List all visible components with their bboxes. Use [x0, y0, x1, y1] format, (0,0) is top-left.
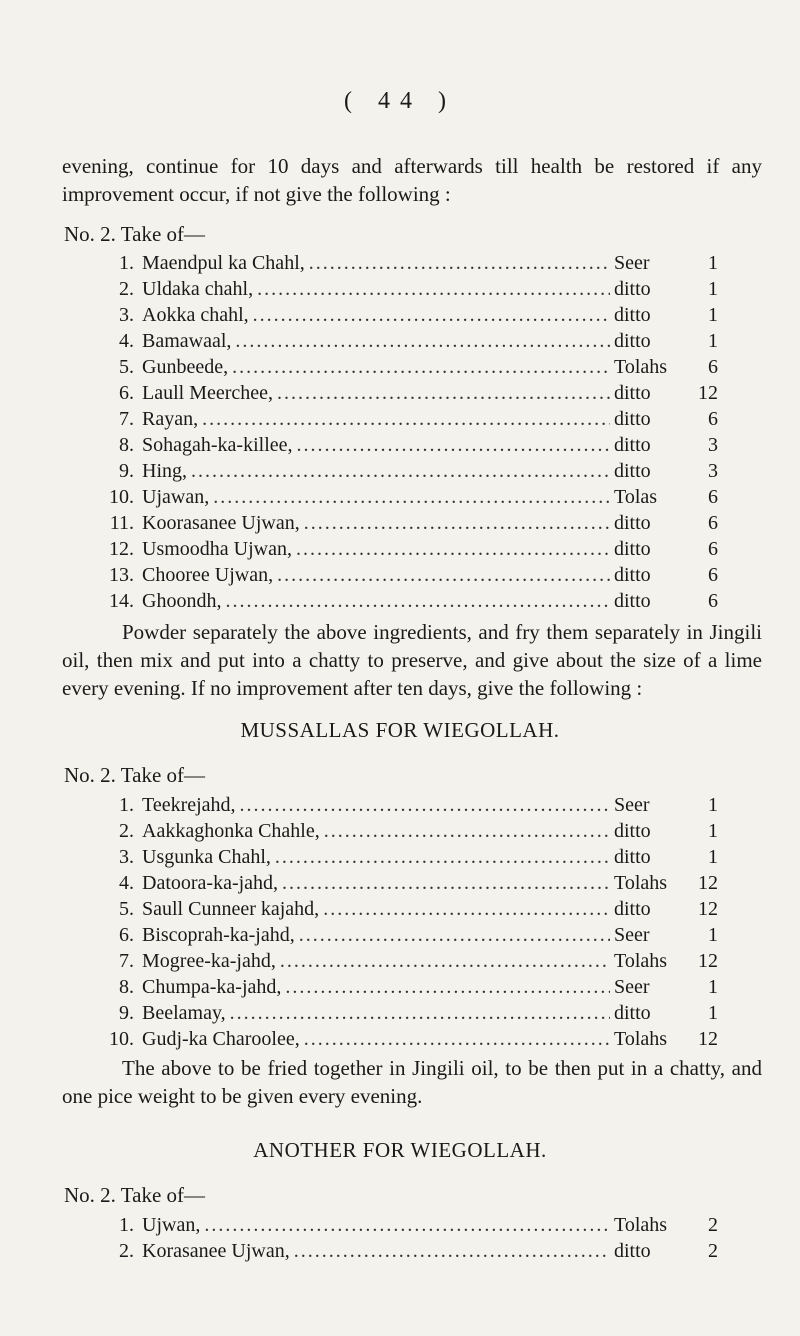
ingredient-name: Bamawaal, — [142, 330, 232, 352]
ingredient-row — [100, 1214, 718, 1240]
ingredient-number: 8. — [119, 434, 134, 456]
leader-dots — [309, 252, 610, 275]
leader-dots — [296, 538, 610, 561]
ingredient-name: Maendpul ka Chahl, — [142, 252, 305, 274]
ingredient-number: 12. — [109, 538, 134, 560]
ingredient-row — [100, 950, 718, 976]
ingredient-name: Gunbeede, — [142, 356, 229, 378]
leader-dots — [240, 794, 610, 817]
ingredient-quantity: 3 — [708, 460, 718, 482]
leader-dots — [257, 278, 610, 301]
leader-dots — [280, 950, 610, 973]
ingredient-quantity: 6 — [708, 356, 718, 378]
ingredient-quantity: 6 — [708, 486, 718, 508]
leader-dots — [204, 1214, 610, 1237]
section1-take-label: No. 2. Take of— — [64, 222, 206, 246]
ingredient-name: Ghoondh, — [142, 590, 222, 612]
leader-dots — [294, 1240, 610, 1263]
section1-ingredient-list — [100, 252, 718, 616]
leader-dots — [277, 564, 610, 587]
ingredient-number: 9. — [119, 1002, 134, 1024]
ingredient-row — [100, 278, 718, 304]
ingredient-row — [100, 794, 718, 820]
powder-paragraph: Powder separately the above ingredients, and fry them separately in Jingili oil, then mix and put into a chatty to preserve, and give about the size of a lime every evening. If no improvement after ten days, give the following : — [62, 620, 762, 700]
ingredient-row — [100, 898, 718, 924]
section2-take-label: No. 2. Take of— — [64, 763, 206, 787]
ingredient-unit: ditto — [614, 846, 651, 868]
ingredient-unit: ditto — [614, 278, 651, 300]
ingredient-row — [100, 512, 718, 538]
ingredient-row — [100, 330, 718, 356]
leader-dots — [324, 820, 610, 843]
ingredient-number: 6. — [119, 382, 134, 404]
ingredient-quantity: 12 — [698, 1028, 718, 1050]
ingredient-number: 3. — [119, 846, 134, 868]
ingredient-quantity: 1 — [708, 846, 718, 868]
ingredient-quantity: 6 — [708, 538, 718, 560]
section2-ingredient-list — [100, 794, 718, 1054]
ingredient-row — [100, 820, 718, 846]
intro-paragraph: evening, continue for 10 days and afterwards till health be restored if any improvement occur, if not give the following : — [62, 154, 762, 206]
ingredient-name: Chooree Ujwan, — [142, 564, 274, 586]
ingredient-quantity: 12 — [698, 898, 718, 920]
ingredient-name: Usmoodha Ujwan, — [142, 538, 292, 560]
section3-ingredient-list — [100, 1214, 718, 1266]
ingredient-name: Beelamay, — [142, 1002, 226, 1024]
leader-dots — [323, 898, 610, 921]
ingredient-name: Aakkaghonka Chahle, — [142, 820, 320, 842]
ingredient-row — [100, 356, 718, 382]
ingredient-name: Ujwan, — [142, 1214, 201, 1236]
ingredient-quantity: 12 — [698, 950, 718, 972]
leader-dots — [230, 1002, 610, 1025]
leader-dots — [304, 512, 610, 535]
ingredient-unit: Tolahs — [614, 356, 668, 378]
leader-dots — [282, 872, 610, 895]
ingredient-name: Saull Cunneer kajahd, — [142, 898, 320, 920]
ingredient-number: 1. — [119, 794, 134, 816]
ingredient-unit: Tolahs — [614, 872, 668, 894]
ingredient-row — [100, 590, 718, 616]
ingredient-quantity: 6 — [708, 590, 718, 612]
ingredient-number: 2. — [119, 278, 134, 300]
ingredient-number: 13. — [109, 564, 134, 586]
ingredient-quantity: 6 — [708, 512, 718, 534]
ingredient-unit: ditto — [614, 512, 651, 534]
leader-dots — [225, 590, 610, 613]
ingredient-quantity: 1 — [708, 820, 718, 842]
ingredient-quantity: 3 — [708, 434, 718, 456]
ingredient-number: 4. — [119, 872, 134, 894]
ingredient-unit: ditto — [614, 1240, 651, 1262]
ingredient-unit: ditto — [614, 820, 651, 842]
ingredient-unit: Seer — [614, 252, 650, 274]
ingredient-unit: Seer — [614, 794, 650, 816]
ingredient-quantity: 6 — [708, 408, 718, 430]
ingredient-quantity: 1 — [708, 1002, 718, 1024]
ingredient-unit: ditto — [614, 408, 651, 430]
ingredient-quantity: 1 — [708, 252, 718, 274]
leader-dots — [202, 408, 610, 431]
ingredient-unit: Tolahs — [614, 1214, 668, 1236]
ingredient-number: 10. — [109, 1028, 134, 1050]
ingredient-number: 10. — [109, 486, 134, 508]
ingredient-name: Aokka chahl, — [142, 304, 249, 326]
ingredient-row — [100, 408, 718, 434]
ingredient-number: 5. — [119, 898, 134, 920]
ingredient-quantity: 1 — [708, 278, 718, 300]
ingredient-name: Koorasanee Ujwan, — [142, 512, 300, 534]
ingredient-quantity: 1 — [708, 976, 718, 998]
leader-dots — [191, 460, 610, 483]
ingredient-row — [100, 976, 718, 1002]
ingredient-row — [100, 252, 718, 278]
heading-another: ANOTHER FOR WIEGOLLAH. — [253, 1138, 547, 1162]
ingredient-number: 1. — [119, 252, 134, 274]
ingredient-number: 2. — [119, 1240, 134, 1262]
ingredient-unit: ditto — [614, 1002, 651, 1024]
leader-dots — [297, 434, 611, 457]
ingredient-row — [100, 538, 718, 564]
ingredient-unit: ditto — [614, 590, 651, 612]
section3-take-label: No. 2. Take of— — [64, 1183, 206, 1207]
ingredient-quantity: 1 — [708, 330, 718, 352]
ingredient-name: Gudj-ka Charoolee, — [142, 1028, 300, 1050]
ingredient-row — [100, 1240, 718, 1266]
leader-dots — [213, 486, 610, 509]
fry-paragraph: The above to be fried together in Jingili oil, to be then put in a chatty, and one pice weight to be given every evening. — [62, 1056, 762, 1108]
ingredient-name: Teekrejahd, — [142, 794, 236, 816]
ingredient-name: Rayan, — [142, 408, 199, 430]
ingredient-number: 9. — [119, 460, 134, 482]
ingredient-name: Usgunka Chahl, — [142, 846, 271, 868]
leader-dots — [253, 304, 610, 327]
ingredient-unit: ditto — [614, 898, 651, 920]
ingredient-unit: ditto — [614, 538, 651, 560]
page-number: ( 44 ) — [344, 88, 456, 114]
ingredient-number: 5. — [119, 356, 134, 378]
ingredient-quantity: 12 — [698, 382, 718, 404]
ingredient-name: Hing, — [142, 460, 187, 482]
ingredient-name: Chumpa-ka-jahd, — [142, 976, 282, 998]
ingredient-unit: ditto — [614, 564, 651, 586]
ingredient-name: Korasanee Ujwan, — [142, 1240, 290, 1262]
ingredient-row — [100, 1028, 718, 1054]
ingredient-row — [100, 460, 718, 486]
leader-dots — [232, 356, 610, 379]
ingredient-name: Biscoprah-ka-jahd, — [142, 924, 295, 946]
ingredient-number: 4. — [119, 330, 134, 352]
ingredient-unit: ditto — [614, 434, 651, 456]
leader-dots — [304, 1028, 610, 1051]
ingredient-number: 7. — [119, 408, 134, 430]
ingredient-unit: Tolahs — [614, 950, 668, 972]
ingredient-row — [100, 872, 718, 898]
ingredient-unit: Tolas — [614, 486, 658, 508]
leader-dots — [285, 976, 610, 999]
ingredient-number: 1. — [119, 1214, 134, 1236]
ingredient-unit: ditto — [614, 304, 651, 326]
ingredient-quantity: 6 — [708, 564, 718, 586]
leader-dots — [277, 382, 610, 405]
ingredient-name: Laull Meerchee, — [142, 382, 274, 404]
ingredient-row — [100, 382, 718, 408]
ingredient-row — [100, 434, 718, 460]
ingredient-number: 14. — [109, 590, 134, 612]
ingredient-row — [100, 564, 718, 590]
ingredient-number: 2. — [119, 820, 134, 842]
ingredient-quantity: 2 — [708, 1240, 718, 1262]
ingredient-row — [100, 304, 718, 330]
ingredient-quantity: 1 — [708, 794, 718, 816]
ingredient-row — [100, 846, 718, 872]
leader-dots — [275, 846, 610, 869]
ingredient-quantity: 1 — [708, 924, 718, 946]
heading-mussallas: MUSSALLAS FOR WIEGOLLAH. — [240, 718, 560, 742]
ingredient-unit: ditto — [614, 330, 651, 352]
leader-dots — [235, 330, 610, 353]
ingredient-number: 3. — [119, 304, 134, 326]
leader-dots — [299, 924, 610, 947]
ingredient-quantity: 1 — [708, 304, 718, 326]
ingredient-quantity: 2 — [708, 1214, 718, 1236]
ingredient-row — [100, 924, 718, 950]
ingredient-unit: ditto — [614, 460, 651, 482]
ingredient-number: 7. — [119, 950, 134, 972]
ingredient-number: 11. — [109, 512, 134, 534]
ingredient-name: Sohagah-ka-killee, — [142, 434, 293, 456]
ingredient-row — [100, 486, 718, 512]
ingredient-unit: Tolahs — [614, 1028, 668, 1050]
ingredient-number: 6. — [119, 924, 134, 946]
ingredient-number: 8. — [119, 976, 134, 998]
ingredient-unit: Seer — [614, 924, 650, 946]
ingredient-quantity: 12 — [698, 872, 718, 894]
ingredient-name: Datoora-ka-jahd, — [142, 872, 279, 894]
ingredient-name: Uldaka chahl, — [142, 278, 254, 300]
ingredient-row — [100, 1002, 718, 1028]
ingredient-unit: ditto — [614, 382, 651, 404]
ingredient-name: Ujawan, — [142, 486, 210, 508]
ingredient-unit: Seer — [614, 976, 650, 998]
ingredient-name: Mogree-ka-jahd, — [142, 950, 276, 972]
